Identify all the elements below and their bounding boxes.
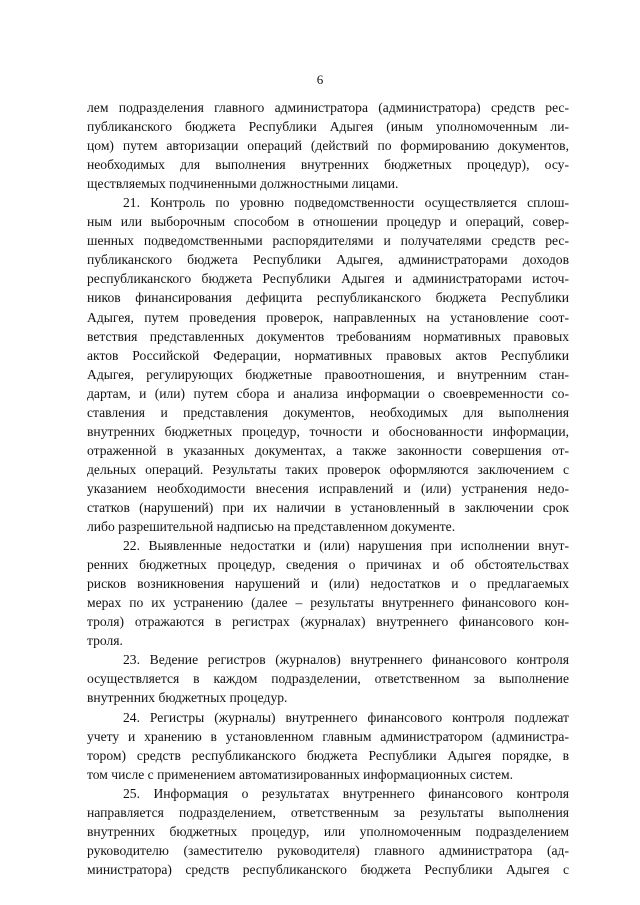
text-line: необходимых для выполнения внутренних бюджетных процедур), осу- — [87, 157, 569, 173]
text-line: направляется подразделением, ответственным за результаты выполнения — [87, 804, 569, 820]
text-line: мерах по их устранению (далее – результаты внутреннего финансового кон- — [87, 595, 569, 611]
text-line: дельных операций. Результаты таких проверок оформляются заключением с — [87, 461, 569, 477]
text-line: отраженной в указанных документах, а также законности совершения от- — [87, 442, 569, 458]
text-line: ставления и представления документов, необходимых для выполнения — [87, 404, 569, 420]
text-line: троля) отражаются в регистрах (журналах) внутреннего финансового кон- — [87, 614, 569, 630]
text-line: ветствия представленных документов требованиям нормативных правовых — [87, 328, 569, 344]
text-line: внутренних бюджетных процедур, или уполномоченным подразделением — [87, 823, 569, 839]
text-line: публиканского бюджета Республики Адыгея, администраторами доходов — [87, 252, 569, 268]
text-line: Адыгея, регулирующих бюджетные правоотношения, и внутренним стан- — [87, 366, 569, 382]
text-line: 24. Регистры (журналы) внутреннего финансового контроля подлежат — [123, 709, 569, 725]
text-line: ным или выборочным способом в отношении процедур и операций, совер- — [87, 214, 569, 230]
text-line: дартам, и (или) путем сбора и анализа информации о своевременности со- — [87, 385, 569, 401]
text-line: публиканского бюджета Республики Адыгея (иным уполномоченным ли- — [87, 119, 569, 135]
text-line: рисков возникновения нарушений и (или) недостатков и о предлагаемых — [87, 576, 569, 592]
text-line: троля. — [87, 633, 123, 649]
text-line: указанием необходимости внесения исправлений и (или) устранения недо- — [87, 480, 569, 496]
text-line: ренних бюджетных процедур, сведения о причинах и об обстоятельствах — [87, 557, 569, 573]
text-line: 23. Ведение регистров (журналов) внутреннего финансового контроля — [123, 652, 569, 668]
text-line: Адыгея, путем проведения проверок, направленных на установление соот- — [87, 309, 569, 325]
text-line: том числе с применением автоматизированных информационных систем. — [87, 766, 514, 782]
text-line: тором) средств республиканского бюджета Республики Адыгея порядке, в — [87, 747, 569, 763]
text-line: министратора) средств республиканского бюджета Республики Адыгея с — [87, 861, 569, 877]
body-text — [87, 98, 569, 879]
text-line: республиканского бюджета Республики Адыгея и администраторами источ- — [87, 271, 569, 287]
text-line: ществляемых подчиненными должностными лицами. — [87, 176, 399, 192]
text-line: лем подразделения главного администратора (администратора) средств рес- — [87, 100, 569, 115]
text-line: шенных подведомственными распорядителями и получателями средств рес- — [87, 233, 569, 249]
text-line: либо разрешительной надписью на представленном документе. — [87, 519, 456, 535]
text-line: внутренних бюджетных процедур. — [87, 690, 288, 706]
page-number: 6 — [316, 72, 324, 87]
text-line: ников финансирования дефицита республиканского бюджета Республики — [87, 290, 569, 306]
text-line: руководителю (заместителю руководителя) главного администратора (ад- — [87, 842, 569, 858]
text-line: учету и хранению в установленном главным администратором (администра- — [87, 728, 569, 744]
text-line: актов Российской Федерации, нормативных правовых актов Республики — [87, 347, 569, 363]
text-line: осуществляется в каждом подразделении, ответственном за выполнение — [87, 671, 569, 687]
text-line: 22. Выявленные недостатки и (или) нарушения при исполнении внут- — [123, 538, 569, 554]
text-line: внутренних бюджетных процедур, точности и обоснованности информации, — [87, 423, 569, 439]
text-line: 21. Контроль по уровню подведомственности осуществляется сплош- — [123, 195, 569, 211]
text-line: 25. Информация о результатах внутреннего финансового контроля — [123, 785, 569, 801]
text-line: статков (нарушений) при их наличии в установленный в заключении срок — [87, 499, 569, 515]
text-line: цом) путем авторизации операций (действий по формированию документов, — [87, 138, 569, 154]
